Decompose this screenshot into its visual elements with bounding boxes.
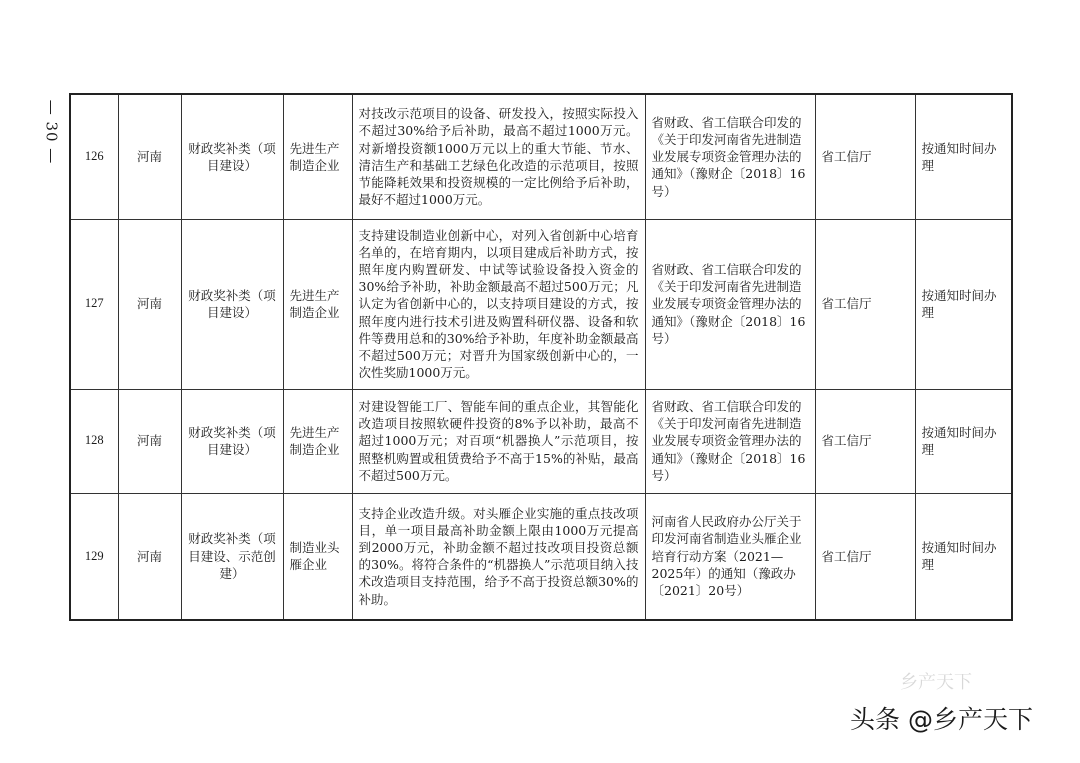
policy-basis-cell: 省财政、省工信联合印发的《关于印发河南省先进制造业发展专项资金管理办法的通知》（豫财企〔2018〕16号）: [645, 389, 815, 493]
policy-basis-cell: 省财政、省工信联合印发的《关于印发河南省先进制造业发展专项资金管理办法的通知》（豫财企〔2018〕16号）: [645, 219, 815, 389]
policy-table: [69, 93, 1013, 621]
table-row: [70, 389, 1012, 493]
policy-type-cell: 财政奖补类（项目建设）: [181, 94, 283, 219]
row-number: 127: [70, 219, 118, 389]
department-cell: 省工信厅: [815, 493, 915, 620]
page-number: — 30 —: [42, 99, 60, 165]
department-cell: 省工信厅: [815, 389, 915, 493]
policy-type-cell: 财政奖补类（项目建设）: [181, 389, 283, 493]
province-cell: 河南: [118, 219, 181, 389]
target-cell: 先进生产制造企业: [283, 389, 352, 493]
policy-basis-cell: 河南省人民政府办公厅关于印发河南省制造业头雁企业培育行动方案（2021—2025年）的通知（豫政办〔2021〕20号）: [645, 493, 815, 620]
row-number: 126: [70, 94, 118, 219]
province-cell: 河南: [118, 493, 181, 620]
method-cell: 按通知时间办理: [915, 493, 1012, 620]
target-cell: 制造业头雁企业: [283, 493, 352, 620]
province-cell: 河南: [118, 389, 181, 493]
policy-type-cell: 财政奖补类（项目建设）: [181, 219, 283, 389]
policy-content-cell: 对建设智能工厂、智能车间的重点企业，其智能化改造项目按照软硬件投资的8%予以补助，最高不超过1000万元；对百项“机器换人”示范项目，按照整机购置或租赁费给予不高于15%的补贴，最高不超过500万元。: [352, 389, 645, 493]
method-cell: 按通知时间办理: [915, 389, 1012, 493]
table-row: [70, 94, 1012, 219]
department-cell: 省工信厅: [815, 94, 915, 219]
policy-content-cell: 支持建设制造业创新中心，对列入省创新中心培育名单的，在培育期内，以项目建成后补助方式，按照年度内购置研发、中试等试验设备投入资金的30%给予补助，补助金额最高不超过500万元；凡认定为省创新中心的，以支持项目建设的方式，按照年度内进行技术引进及购置科研仪器、设备和软件等费用总和的30%给予补助，年度补助金额最高不超过500万元；对晋升为国家级创新中心的，一次性奖励1000万元。: [352, 219, 645, 389]
method-cell: 按通知时间办理: [915, 94, 1012, 219]
row-number: 129: [70, 493, 118, 620]
policy-type-cell: 财政奖补类（项目建设、示范创建）: [181, 493, 283, 620]
target-cell: 先进生产制造企业: [283, 94, 352, 219]
row-number: 128: [70, 389, 118, 493]
table-row: [70, 219, 1012, 389]
policy-content-cell: 对技改示范项目的设备、研发投入，按照实际投入不超过30%给予后补助，最高不超过1000万元。对新增投资额1000万元以上的重大节能、节水、清洁生产和基础工艺绿色化改造的示范项目，按照节能降耗效果和投资规模的一定比例给予后补助，最好不超过1000万元。: [352, 94, 645, 219]
watermark-faint: 乡产天下: [900, 672, 972, 693]
province-cell: 河南: [118, 94, 181, 219]
target-cell: 先进生产制造企业: [283, 219, 352, 389]
method-cell: 按通知时间办理: [915, 219, 1012, 389]
watermark: 头条 @乡产天下: [850, 705, 1033, 734]
table-row: [70, 493, 1012, 620]
department-cell: 省工信厅: [815, 219, 915, 389]
policy-basis-cell: 省财政、省工信联合印发的《关于印发河南省先进制造业发展专项资金管理办法的通知》（豫财企〔2018〕16号）: [645, 94, 815, 219]
policy-content-cell: 支持企业改造升级。对头雁企业实施的重点技改项目，单一项目最高补助金额上限由1000万元提高到2000万元，补助金额不超过技改项目投资总额的30%。将符合条件的“机器换人”示范项目纳入技术改造项目支持范围，给予不高于投资总额30%的补助。: [352, 493, 645, 620]
